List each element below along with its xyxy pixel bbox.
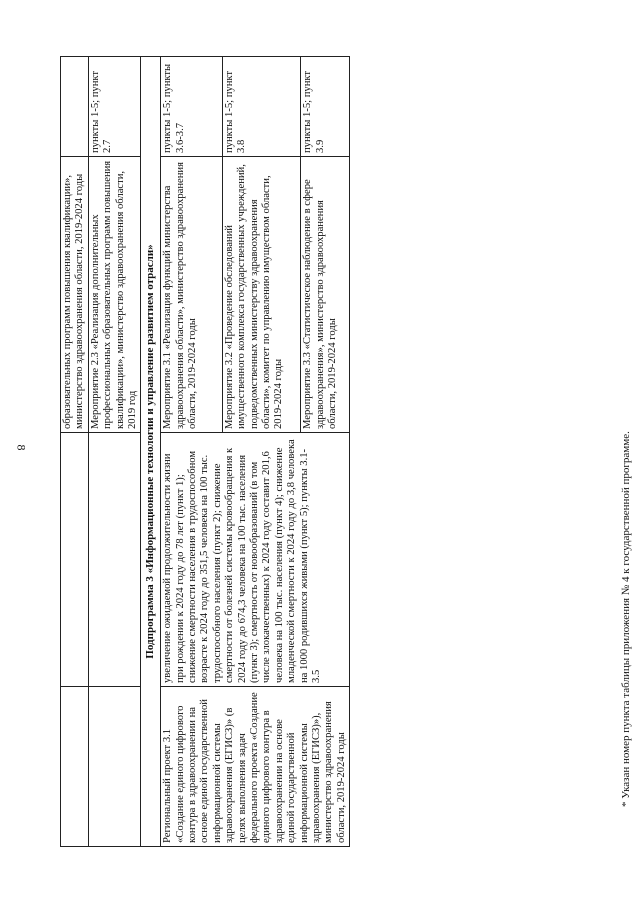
section-title: Подпрограмма 3 «Информационные технологии и управление развитием отрасли» <box>141 57 161 847</box>
table-cell <box>61 57 89 157</box>
table-row <box>88 57 141 847</box>
measure-cell: Мероприятие 3.2 «Проведение обследований имущественного комплекса государственных учреждений, подведомственных министерству здравоохранения области», комитет по управлению имуществом области, 2019-2024 годы <box>222 157 301 433</box>
points-cell: пункты 1-5; пункты 3.6-3.7 <box>161 57 223 157</box>
measure-cell <box>161 157 223 433</box>
section-row <box>141 57 161 847</box>
table-cell: образовательных программ повышения квалификации», министерство здравоохранения области, 2019-2024 годы <box>61 157 89 433</box>
table-cell <box>61 687 89 847</box>
table-cell: Мероприятие 2.3 «Реализация дополнительных профессиональных образовательных программ повышения квалификации», министерство здравоохранения области, 2019 год <box>88 157 141 433</box>
points-cell: пункты 1-5; пункт 3.8 <box>222 57 301 157</box>
project-cell: Региональный проект 3.1 «Создание единого цифрового контура в здравоохранении на основе единой государственной информационной системы здравоохранения (ЕГИСЗ)» (в целях выполнения задач федерального проекта «Создание единого цифрового контура в здравоохранении на основе единой государственной информационной системы здравоохранения (ЕГИСЗ)»), министерство здравоохранения области, 2019-2024 годы <box>161 687 350 847</box>
table-row <box>61 57 89 847</box>
measure-text: Мероприятие 3.1 «Реализация функций министерства здравоохранения области», министерство здравоохранения области, 2019-2024 годы <box>162 162 198 429</box>
page-number: 8 <box>14 444 29 451</box>
points-cell: пункты 1-5; пункт 3.9 <box>301 57 350 157</box>
table-cell <box>61 433 89 687</box>
results-cell: увеличение ожидаемой продолжительности жизни при рождении к 2024 году до 78 лет (пункт 1); снижение смертности населения в трудоспособном возрасте к 2024 году до 351,5 человека на 100 тыс. трудоспособного населения (пункт 2); снижение смертности от болезней системы кровообращения к 2024 году до 674,3 человека на 100 тыс. населения (пункт 3); смертность от новообразований (в том числе злокачественных) к 2024 году составит 201,6 человека на 100 тыс. населения (пункт 4); снижение младенческой смертности к 2024 году до 3,8 человека на 1000 родившихся живыми (пункт 5); пункты 3.1-3.5 <box>161 433 350 687</box>
measure-cell: Мероприятие 3.3 «Статистическое наблюдение в сфере здравоохранения», министерство здравоохранения области, 2019-2024 годы <box>301 157 350 433</box>
footnote: * Указан номер пункта таблицы приложения № 4 к государственной программе. <box>620 431 632 807</box>
table-cell <box>88 433 141 687</box>
table-cell: пункты 1-5; пункт 2.7 <box>88 57 141 157</box>
program-table <box>60 56 350 847</box>
table-cell <box>88 687 141 847</box>
rotated-page-content <box>60 57 632 847</box>
table-row <box>161 57 223 847</box>
